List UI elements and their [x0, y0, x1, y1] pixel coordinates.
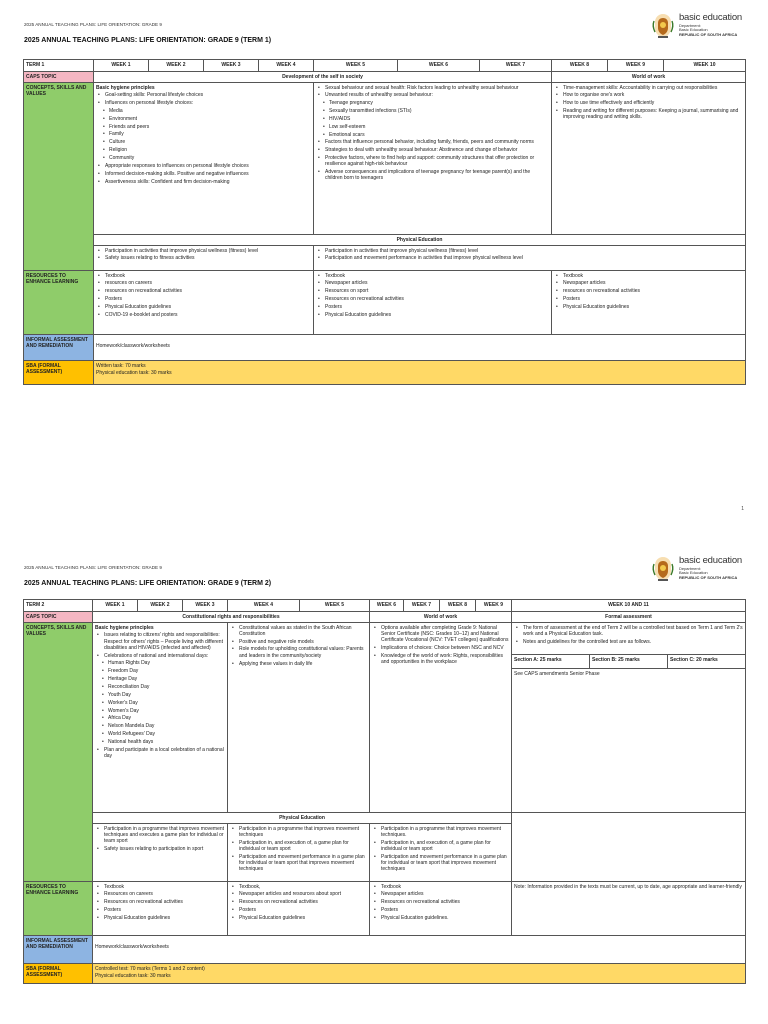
concepts-cell-1: Basic hygiene principles • Issues relating to citizens' rights and responsibilities: Respect for others' rights – People living with different disabilities and HIV/AIDS (infected and affected) • Celebrations of national and international days: • Human Rights Day • Freedom Day • Heritage Day • Reconciliation Day • Youth Day • Worker's Day • Women's Day • Africa Day • Nelson Mandela Day • World Refugees' Day • National health days • Plan and participate in a local celebration of a national day: [93, 623, 228, 813]
list-item: • Environment: [96, 116, 311, 122]
caps-amendments-note: See CAPS amendments Senior Phase: [512, 669, 746, 813]
concepts-row: [24, 623, 746, 655]
list-item: • Appropriate responses to influences on personal lifestyle choices: [96, 163, 311, 169]
resources-list-3: [372, 884, 509, 922]
informal-assessment-row: [24, 335, 746, 361]
section-b-marks: Section B: 25 marks: [590, 655, 668, 669]
list-item: • Resources on sport: [316, 288, 549, 294]
week-7: WEEK 7: [404, 600, 440, 612]
list-item: • Protective factors, where to find help and support: community structures that offer protection or resilience against high-risk behaviour: [316, 155, 549, 168]
list-item: • Culture: [96, 139, 311, 145]
concepts-list-2: [230, 625, 367, 667]
list-item: • Posters: [96, 296, 311, 302]
week-1: WEEK 1: [94, 60, 149, 72]
caps-topic-self: Development of the self in society: [94, 72, 552, 83]
list-item: • Physical Education guidelines.: [372, 915, 509, 921]
resources-row: [24, 271, 746, 335]
week-4: WEEK 4: [259, 60, 314, 72]
list-item: • Worker's Day: [95, 700, 225, 706]
pe-list-2: [316, 248, 743, 262]
week-2: WEEK 2: [149, 60, 204, 72]
caps-topic-label: CAPS TOPIC: [24, 612, 93, 623]
list-item: • Nelson Mandela Day: [95, 723, 225, 729]
list-item: • Participation in activities that improve physical wellness (fitness) level: [316, 248, 743, 254]
dbe-logo: basic education Department: Basic Education REPUBLIC OF SOUTH AFRICA: [650, 12, 742, 40]
list-item: • Physical Education guidelines: [316, 312, 549, 318]
list-item: • Physical Education guidelines: [95, 915, 225, 921]
physical-education-heading: Physical Education: [93, 813, 512, 824]
dbe-logo: basic education Department: Basic Education REPUBLIC OF SOUTH AFRICA: [650, 555, 742, 583]
caps-topic-world-of-work: World of work: [552, 72, 746, 83]
list-item: • Community: [96, 155, 311, 161]
list-item: • Reconciliation Day: [95, 684, 225, 690]
list-item: • Textbook: [96, 273, 311, 279]
list-item: • Options available after completing Grade 9: National Senior Certificate (NSC: Grades 10–12) and National Certificate Vocational (NCV: TVET colleges) qualifications: [372, 625, 509, 644]
list-item: • Positive and negative role models: [230, 639, 367, 645]
week-5: WEEK 5: [300, 600, 370, 612]
list-item: • Unwanted results of unhealthy sexual behaviour:: [316, 92, 549, 98]
list-item: • resources on recreational activities: [554, 288, 743, 294]
list-item: • HIV/AIDS: [316, 116, 549, 122]
list-item: • National health days: [95, 739, 225, 745]
logo-name: basic education: [678, 555, 742, 566]
coat-of-arms-icon: [650, 555, 676, 583]
informal-text: Homework/classwork/worksheets: [94, 335, 746, 361]
concepts-cell-2: [228, 623, 370, 813]
concepts-cell-3: [370, 623, 512, 813]
week-3: WEEK 3: [204, 60, 259, 72]
caps-topic-formal-assessment: Formal assessment: [512, 612, 746, 623]
list-item: • Goal-setting skills: Personal lifestyle choices: [96, 92, 311, 98]
informal-assessment-row: [24, 936, 746, 964]
list-item: • resources on careers: [96, 280, 311, 286]
list-item: • Textbook: [554, 273, 743, 279]
list-item: • How to organise one's work: [554, 92, 743, 98]
list-item: • Influences on personal lifestyle choices:: [96, 100, 311, 106]
list-item: • World Refugees' Day: [95, 731, 225, 737]
list-item: • Emotional scars: [316, 132, 549, 138]
sba-line-2: Physical education task: 30 marks: [96, 370, 172, 377]
concepts-cell-2: [314, 83, 552, 235]
week-header-row: [24, 60, 746, 72]
running-head: 2025 ANNUAL TEACHING PLANS: LIFE ORIENTATION: GRADE 9: [24, 22, 162, 27]
list-item: • Women's Day: [95, 708, 225, 714]
logo-name: basic education: [678, 12, 742, 23]
list-item: • Media: [96, 108, 311, 114]
caps-topic-label: CAPS TOPIC: [24, 72, 94, 83]
list-item: • Family: [96, 131, 311, 137]
sba-line-1: Controlled test: 70 marks (Terms 1 and 2 content): [95, 965, 205, 972]
week-8: WEEK 8: [440, 600, 476, 612]
caps-topic-row: [24, 612, 746, 623]
list-item: • Issues relating to citizens' rights and responsibilities: Respect for others' rights – People living with different disabilities and HIV/AIDS (infected and affected): [95, 632, 225, 651]
list-item: • Informed decision-making skills. Positive and negative influences: [96, 171, 311, 177]
list-item: • Heritage Day: [95, 676, 225, 682]
list-item: • Human Rights Day: [95, 660, 225, 666]
list-item: • Participation in, and execution of, a game plan for individual or team sport: [230, 840, 367, 853]
resources-list-1: [96, 273, 311, 318]
list-item: • Low self-esteem: [316, 124, 549, 130]
list-item: • Participation in a programme that improves movement techniques.: [372, 826, 509, 839]
sba-label: SBA (FORMAL ASSESSMENT): [24, 361, 94, 385]
caps-topic-row: [24, 72, 746, 83]
list-item: • Resources on recreational activities: [230, 899, 367, 905]
list-item: • How to use time effectively and efficiently: [554, 100, 743, 106]
list-item: • Strategies to deal with unhealthy sexual behaviour: Abstinence and change of behavior: [316, 147, 549, 153]
list-item: • resources on recreational activities: [96, 288, 311, 294]
list-item: • Posters: [316, 304, 549, 310]
list-item: • Constitutional values as stated in the South African Constitution: [230, 625, 367, 638]
pe-list-1: [96, 248, 311, 262]
week-2: WEEK 2: [138, 600, 183, 612]
list-item: • Knowledge of the world of work: Rights, responsibilities and opportunities in the workplace: [372, 653, 509, 666]
week-1: WEEK 1: [93, 600, 138, 612]
resources-list-3: [554, 273, 743, 311]
week-3: WEEK 3: [183, 600, 228, 612]
concepts-list-3: [554, 85, 743, 121]
resources-label: RESOURCES TO ENHANCE LEARNING: [24, 882, 93, 936]
list-item: • COVID-19 e-booklet and posters: [96, 312, 311, 318]
term-2-plan-table: [23, 599, 746, 984]
sba-line-1: Written task: 70 marks: [96, 362, 146, 369]
list-item: • Sexually transmitted infections (STIs): [316, 108, 549, 114]
list-item: • Textbook,: [230, 884, 367, 890]
concepts-list-1: [95, 632, 225, 759]
concepts-cell-3: [552, 83, 746, 235]
week-10: WEEK 10: [664, 60, 746, 72]
list-item: • Notes and guidelines for the controlled test are as follows.: [514, 639, 743, 645]
informal-label: INFORMAL ASSESSMENT AND REMEDIATION: [24, 335, 94, 361]
list-item: • Posters: [95, 907, 225, 913]
term-label: TERM 1: [24, 60, 94, 72]
week-8: WEEK 8: [552, 60, 608, 72]
week-9: WEEK 9: [476, 600, 512, 612]
list-item: • Textbook: [372, 884, 509, 890]
list-item: • Role models for upholding constitutional values: Parents and leaders in the community/society: [230, 646, 367, 659]
list-item: • Participation and movement performance in a game plan for individual or team sport that improves movement techniques: [372, 854, 509, 873]
formal-assessment-cell: [512, 623, 746, 655]
list-item: • Participation in, and execution of, a game plan for individual or team sport: [372, 840, 509, 853]
list-item: • Religion: [96, 147, 311, 153]
pe-list-1: [95, 826, 225, 853]
section-a-marks: Section A: 25 marks: [512, 655, 590, 669]
list-item: • Newspaper articles: [372, 891, 509, 897]
concepts-list-2: [316, 85, 549, 182]
list-item: • Adverse consequences and implications of teenage pregnancy for teenage parent(s) and the children born to teenagers: [316, 169, 549, 182]
page-title: 2025 ANNUAL TEACHING PLANS: LIFE ORIENTATION: GRADE 9 (TERM 1): [24, 37, 272, 44]
section-c-marks: Section C: 20 marks: [668, 655, 746, 669]
resources-list-2: [230, 884, 367, 922]
week-5: WEEK 5: [314, 60, 398, 72]
list-item: • Time-management skills: Accountability in carrying out responsibilities: [554, 85, 743, 91]
list-item: • Applying these values in daily life: [230, 661, 367, 667]
sba-label: SBA (FORMAL ASSESSMENT): [24, 964, 93, 984]
informal-label: INFORMAL ASSESSMENT AND REMEDIATION: [24, 936, 93, 964]
pe-list-2: [230, 826, 367, 873]
sba-line-2: Physical education task: 30 marks: [95, 973, 171, 980]
list-item: • Resources on careers: [95, 891, 225, 897]
week-9: WEEK 9: [608, 60, 664, 72]
week-4: WEEK 4: [228, 600, 300, 612]
list-item: • Newspaper articles and resources about sport: [230, 891, 367, 897]
list-item: • Reading and writing for different purposes: Keeping a journal, summarising and improving reading and writing skills.: [554, 108, 743, 121]
list-item: • Plan and participate in a local celebration of a national day: [95, 747, 225, 760]
week-7: WEEK 7: [480, 60, 552, 72]
list-item: • Resources on recreational activities: [95, 899, 225, 905]
sba-row: [24, 361, 746, 385]
list-item: • Assertiveness skills: Confident and firm decision-making: [96, 179, 311, 185]
week-header-row: [24, 600, 746, 612]
concepts-cell-1: Basic hygiene principles • Goal-setting skills: Personal lifestyle choices • Influences on personal lifestyle choices: • Media • Environment • Friends and peers • Family • Culture • Religion • Community • Appropriate responses to influences on personal lifestyle choices • Informed decision-making skills. Positive and negative influences • Assertiveness skills: Confident and firm decision-making: [94, 83, 314, 235]
list-item: • Participation in activities that improve physical wellness (fitness) level: [96, 248, 311, 254]
concepts-label: CONCEPTS, SKILLS AND VALUES: [24, 623, 93, 882]
resources-label: RESOURCES TO ENHANCE LEARNING: [24, 271, 94, 335]
list-item: • Safety issues relating to fitness activities: [96, 255, 311, 261]
page-title: 2025 ANNUAL TEACHING PLANS: LIFE ORIENTATION: GRADE 9 (TERM 2): [24, 580, 272, 587]
formal-assessment-list: [514, 625, 743, 645]
page-number: 1: [741, 506, 744, 512]
week-6: WEEK 6: [398, 60, 480, 72]
informal-text: Homework/classwork/worksheets: [93, 936, 746, 964]
physical-education-heading: Physical Education: [94, 235, 746, 246]
sba-row: [24, 964, 746, 984]
list-item: • Friends and peers: [96, 124, 311, 130]
concepts-list-1: [96, 92, 311, 185]
list-item: • Sexual behaviour and sexual health: Risk factors leading to unhealthy sexual behaviour: [316, 85, 549, 91]
concepts-row: [24, 83, 746, 235]
term-1-plan-table: [23, 59, 746, 385]
resources-list-1: [95, 884, 225, 922]
resources-list-2: [316, 273, 549, 318]
list-item: • Textbook: [95, 884, 225, 890]
list-item: • Freedom Day: [95, 668, 225, 674]
list-item: • Posters: [230, 907, 367, 913]
list-item: • Textbook: [316, 273, 549, 279]
list-item: • Resources on recreational activities: [316, 296, 549, 302]
caps-topic-rights: Constitutional rights and responsibilities: [93, 612, 370, 623]
list-item: • Posters: [372, 907, 509, 913]
term-label: TERM 2: [24, 600, 93, 612]
list-item: • Resources on recreational activities: [372, 899, 509, 905]
coat-of-arms-icon: [650, 12, 676, 40]
list-item: • Participation and movement performance in activities that improve physical wellness level: [316, 255, 743, 261]
resources-row: [24, 882, 746, 936]
list-item: • Physical Education guidelines: [554, 304, 743, 310]
list-item: • Newspaper articles: [554, 280, 743, 286]
list-item: • Participation and movement performance in a game plan for individual or team sport that improves movement techniques: [230, 854, 367, 873]
running-head: 2025 ANNUAL TEACHING PLANS: LIFE ORIENTATION: GRADE 9: [24, 565, 162, 570]
week-10-11: WEEK 10 AND 11: [512, 600, 746, 612]
caps-topic-world-of-work: World of work: [370, 612, 512, 623]
resources-note: Note: Information provided in the texts must be current, up to date, age appropriate and learner-friendly: [512, 882, 746, 936]
pe-list-3: [372, 826, 509, 873]
list-item: • Implications of choices: Choice between NSC and NCV: [372, 645, 509, 651]
list-item: • Newspaper articles: [316, 280, 549, 286]
concepts-label: CONCEPTS, SKILLS AND VALUES: [24, 83, 94, 271]
list-item: • Safety issues relating to participation in sport: [95, 846, 225, 852]
list-item: • Participation in a programme that improves movement techniques: [230, 826, 367, 839]
list-item: • Africa Day: [95, 715, 225, 721]
list-item: • Physical Education guidelines: [230, 915, 367, 921]
week-6: WEEK 6: [370, 600, 404, 612]
list-item: • Posters: [554, 296, 743, 302]
list-item: • Youth Day: [95, 692, 225, 698]
list-item: • Celebrations of national and international days:: [95, 653, 225, 659]
list-item: • Participation in a programme that improves movement techniques and executes a game plan for individual or team sport: [95, 826, 225, 845]
list-item: • The form of assessment at the end of Term 2 will be a controlled test based on Term 1 and Term 2's work and a Physical Education task.: [514, 625, 743, 638]
list-item: • Teenage pregnancy: [316, 100, 549, 106]
list-item: • Physical Education guidelines: [96, 304, 311, 310]
physical-education-row: [24, 246, 746, 271]
list-item: • Factors that influence personal behavior, including family, friends, peers and community norms: [316, 139, 549, 145]
concepts-list-3: [372, 625, 509, 666]
